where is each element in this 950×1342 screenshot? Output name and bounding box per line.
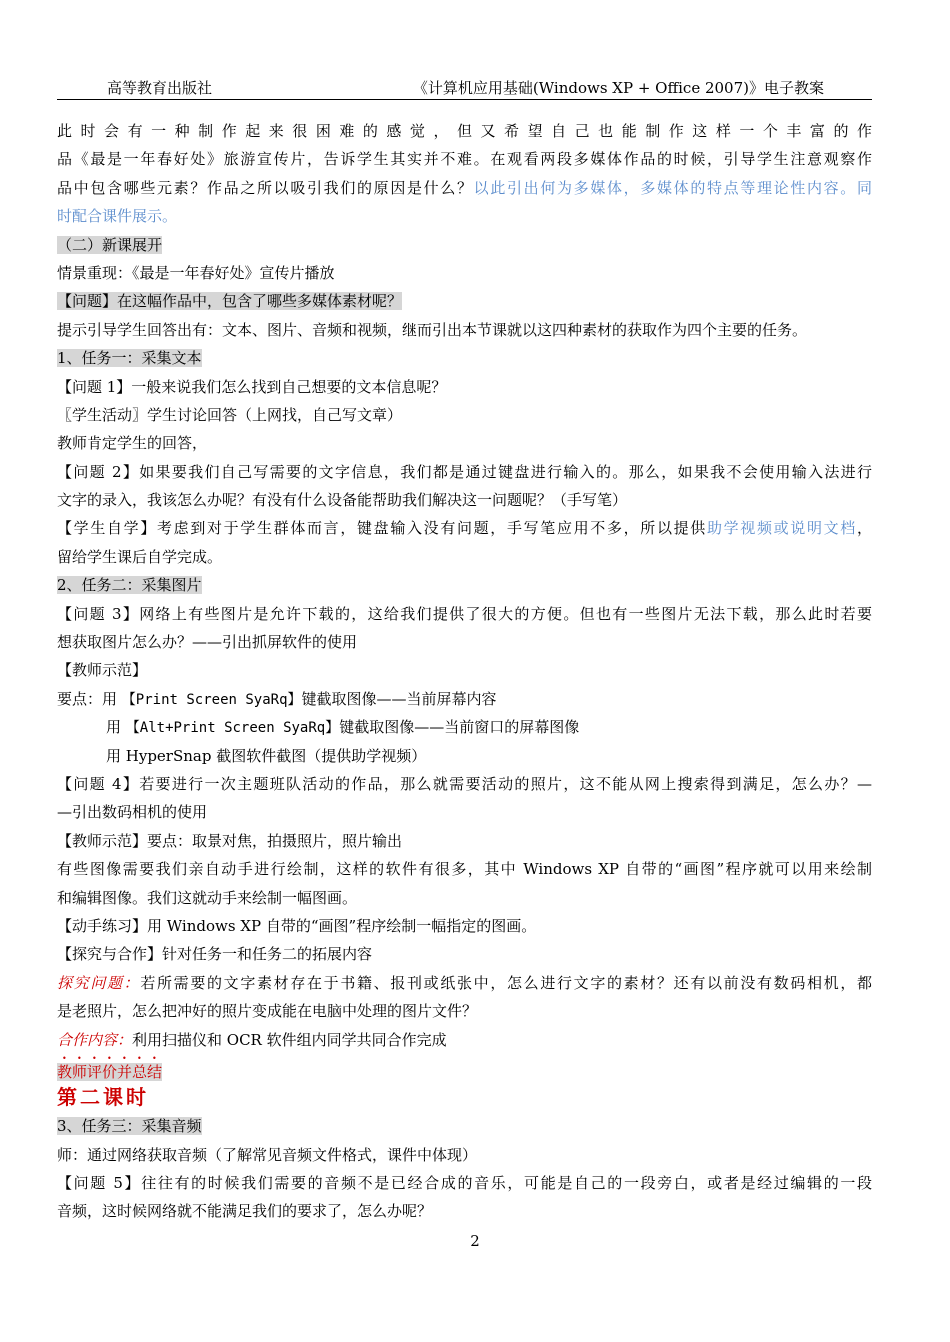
self-study-link-text: 助学视频或说明文档 xyxy=(706,519,857,538)
task-heading-line xyxy=(57,1112,872,1140)
point-line xyxy=(57,685,872,713)
explore-question-text: 若所需要的文字素材存在于书籍、报刊或纸张中，怎么进行文字的素材？还有以前没有数码相机，都 xyxy=(140,973,872,992)
draw-line: 和编辑图像。我们这就动手来绘制一幅图画。 xyxy=(57,888,358,907)
point1-key: 【Print Screen SyaRq】 xyxy=(121,691,302,708)
teacher-audio-line: 师：通过网络获取音频（了解常见音频文件格式，课件中体现） xyxy=(57,1145,478,1164)
question-line xyxy=(57,287,872,315)
student-activity-line: 〖学生活动〗学生讨论回答（上网找，自己写文章） xyxy=(57,405,403,424)
page-body xyxy=(57,117,872,1226)
explore-question-line: 是老照片，怎么把冲好的照片变成能在电脑中处理的图片文件？ xyxy=(57,1002,478,1021)
self-study-text: 【学生自学】考虑到对于学生群体而言，键盘输入没有问题，手写笔应用不多，所以提供 xyxy=(57,519,707,538)
coop-line xyxy=(57,1026,872,1054)
question2-line: 【问题 2】如果要我们自己写需要的文字信息，我们都是通过键盘进行输入的。那么，如果我不会使用输入法进行 xyxy=(57,462,872,481)
coop-text: 利用扫描仪和 OCR 软件组内同学共同合作完成 xyxy=(132,1030,447,1049)
teacher-demo-line: 【教师示范】 xyxy=(57,661,148,680)
question4-line: 【问题 4】若要进行一次主题班队活动的作品，那么就需要活动的照片，这不能从网上搜索得到满足，怎么办？— xyxy=(57,774,872,793)
section-title: （二）新课展开 xyxy=(57,235,163,254)
point2-key: 【Alt+Print Screen SyaRq】 xyxy=(125,720,340,737)
task3-heading: 3、任务三：采集音频 xyxy=(57,1117,202,1136)
teacher-summary: 教师评价并总结 xyxy=(57,1062,163,1081)
main-question: 【问题】在这幅作品中，包含了哪些多媒体素材呢？ xyxy=(57,292,403,311)
section-title-line xyxy=(57,231,872,259)
task-heading-line xyxy=(57,344,872,372)
question2-line: 文字的录入，我该怎么办呢？有没有什么设备能帮助我们解决这一问题呢？（手写笔） xyxy=(57,491,628,510)
scene-line: 情景重现：《最是一年春好处》宣传片播放 xyxy=(57,263,335,282)
draw-line: 有些图像需要我们亲自动手进行绘制，这样的软件有很多，其中 Windows XP 自带的“画图”程序就可以用来绘制 xyxy=(57,860,872,879)
point2-rest: 键截取图像——当前窗口的屏幕图像 xyxy=(339,718,580,737)
teacher-demo2-line: 【教师示范】要点：取景对焦，拍摄照片，照片输出 xyxy=(57,831,403,850)
page-header xyxy=(57,78,872,98)
hint-line: 提示引导学生回答出有：文本、图片、音频和视频，继而引出本节课就以这四种素材的获取作为四个主要的任务。 xyxy=(57,320,808,339)
header-book-title: 《计算机应用基础(Windows XP + Office 2007)》电子教案 xyxy=(412,79,824,97)
explore-question-label: 探究问题： xyxy=(57,973,141,992)
teacher-affirm-line: 教师肯定学生的回答， xyxy=(57,434,208,453)
question4-line: —引出数码相机的使用 xyxy=(57,803,208,822)
question3-line: 想获取图片怎么办？——引出抓屏软件的使用 xyxy=(57,633,358,652)
coop-label: 合作内容： xyxy=(57,1030,133,1049)
point2-prefix: 用 xyxy=(106,718,126,737)
practice-line: 【动手练习】用 Windows XP 自带的“画图”程序绘制一幅指定的图画。 xyxy=(57,916,537,935)
question5-line: 音频，这时候网络就不能满足我们的要求了，怎么办呢？ xyxy=(57,1202,433,1221)
blue-note-text: 以此引出何为多媒体，多媒体的特点等理论性内容。同 xyxy=(473,178,872,197)
question3-line: 【问题 3】网络上有些图片是允许下载的，这给我们提供了很大的方便。但也有一些图片无法下载，那么此时若要 xyxy=(57,604,872,623)
page-number: 2 xyxy=(470,1232,480,1250)
task1-heading: 1、任务一：采集文本 xyxy=(57,349,202,368)
question1-line: 【问题 1】一般来说我们怎么找到自己想要的文本信息呢？ xyxy=(57,377,447,396)
task2-heading: 2、任务二：采集图片 xyxy=(57,576,202,595)
header-rule xyxy=(57,99,872,100)
explore-line: 【探究与合作】针对任务一和任务二的拓展内容 xyxy=(57,945,373,964)
paragraph-text: 品中包含哪些元素？作品之所以吸引我们的原因是什么？ xyxy=(57,178,474,197)
paragraph-line xyxy=(57,174,872,202)
blue-note-line: 时配合课件展示。 xyxy=(57,207,178,226)
paragraph-line: 此时会有一种制作起来很困难的感觉，但又希望自己也能制作这样一个丰富的作 xyxy=(57,122,872,140)
points-label: 要点：用 xyxy=(57,689,122,708)
task-heading-line xyxy=(57,571,872,599)
header-publisher: 高等教育出版社 xyxy=(107,79,213,97)
explore-question-line xyxy=(57,969,872,997)
lesson2-heading: 第二课时 xyxy=(57,1085,149,1110)
paragraph-line: 品《最是一年春好处》旅游宣传片，告诉学生其实并不难。在观看两段多媒体作品的时候，引导学生注意观察作 xyxy=(57,150,872,169)
self-study-line: 留给学生课后自学完成。 xyxy=(57,547,223,566)
teacher-summary-line xyxy=(57,1054,872,1082)
point-line xyxy=(57,713,872,741)
point-line: 用 HyperSnap 截图软件截图（提供助学视频） xyxy=(106,746,427,765)
point1-rest: 键截取图像——当前屏幕内容 xyxy=(301,689,497,708)
self-study-punct: ， xyxy=(856,519,872,538)
question5-line: 【问题 5】往往有的时候我们需要的音频不是已经合成的音乐，可能是自己的一段旁白，或者是经过编辑的一段 xyxy=(57,1174,872,1193)
self-study-line xyxy=(57,514,872,542)
